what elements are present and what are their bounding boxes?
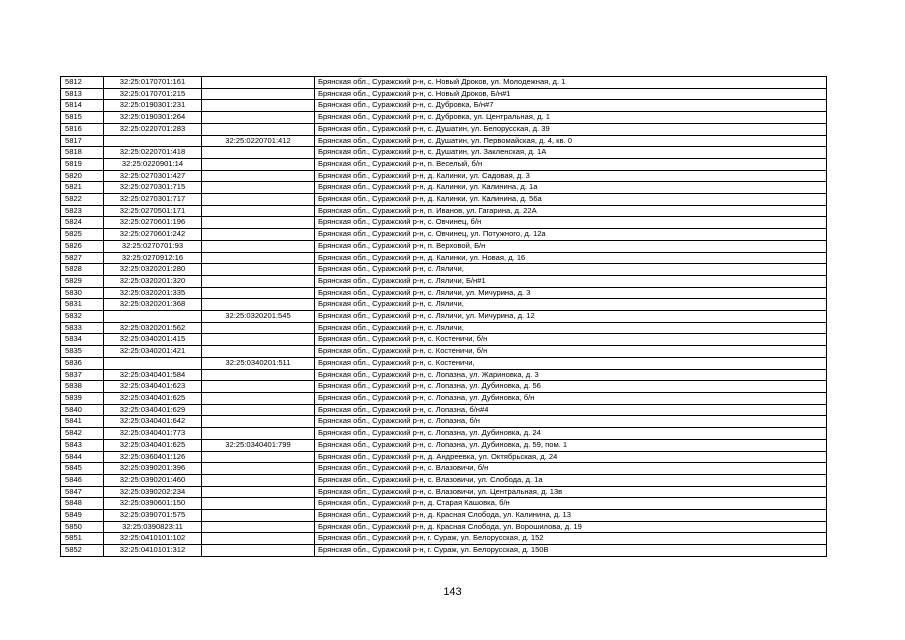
address-cell: Брянская обл., Суражский р-н, д. Калинки, ул. Садовая, д. 3 (315, 170, 827, 182)
cadastral-number-cell: 32:25:0340401:629 (104, 404, 202, 416)
cadastral-number-cell: 32:25:0190301:231 (104, 100, 202, 112)
cadastral-number-alt-cell (202, 252, 315, 264)
table-row (61, 369, 827, 381)
cadastral-number-alt-cell (202, 404, 315, 416)
cadastral-number-alt-cell (202, 147, 315, 159)
cadastral-number-cell: 32:25:0220701:283 (104, 123, 202, 135)
address-cell: Брянская обл., Суражский р-н, с. Овчинец, б/н (315, 217, 827, 229)
table-row (61, 416, 827, 428)
cadastral-number-cell: 32:25:0390601:150 (104, 498, 202, 510)
address-cell: Брянская обл., Суражский р-н, д. Старая Кашовка, б/н (315, 498, 827, 510)
cadastral-number-cell: 32:25:0340201:415 (104, 334, 202, 346)
row-number-cell: 5839 (61, 392, 104, 404)
row-number-cell: 5831 (61, 299, 104, 311)
address-cell: Брянская обл., Суражский р-н, п. Верховой, Б/н (315, 240, 827, 252)
table-row (61, 392, 827, 404)
table-row (61, 346, 827, 358)
cadastral-number-cell: 32:25:0340401:625 (104, 392, 202, 404)
cadastral-number-alt-cell (202, 100, 315, 112)
address-cell: Брянская обл., Суражский р-н, д. Калинки, ул. Калинина, д. 1а (315, 182, 827, 194)
address-cell: Брянская обл., Суражский р-н, г. Сураж, ул. Белорусская, д. 150В (315, 545, 827, 557)
table-row (61, 474, 827, 486)
cadastral-number-cell: 32:25:0340401:642 (104, 416, 202, 428)
cadastral-number-alt-cell (202, 158, 315, 170)
address-cell: Брянская обл., Суражский р-н, с. Ляличи, ул. Мичурина, д. 12 (315, 311, 827, 323)
row-number-cell: 5824 (61, 217, 104, 229)
table-row (61, 463, 827, 475)
row-number-cell: 5849 (61, 510, 104, 522)
cadastral-number-cell: 32:25:0270601:242 (104, 229, 202, 241)
row-number-cell: 5834 (61, 334, 104, 346)
cadastral-number-alt-cell (202, 334, 315, 346)
address-cell: Брянская обл., Суражский р-н, с. Ляличи, (315, 299, 827, 311)
cadastral-number-cell: 32:25:0320201:335 (104, 287, 202, 299)
table-row (61, 545, 827, 557)
cadastral-number-alt-cell: 32:25:0340401:799 (202, 439, 315, 451)
cadastral-number-alt-cell (202, 77, 315, 89)
row-number-cell: 5846 (61, 474, 104, 486)
address-cell: Брянская обл., Суражский р-н, д. Калинки, ул. Новая, д. 16 (315, 252, 827, 264)
row-number-cell: 5814 (61, 100, 104, 112)
cadastral-number-alt-cell (202, 88, 315, 100)
cadastral-number-cell: 32:25:0170701:215 (104, 88, 202, 100)
table-row (61, 205, 827, 217)
table-row (61, 112, 827, 124)
cadastral-number-cell: 32:25:0170701:161 (104, 77, 202, 89)
table-row (61, 299, 827, 311)
cadastral-number-cell: 32:25:0320201:368 (104, 299, 202, 311)
cadastral-number-cell: 32:25:0220701:418 (104, 147, 202, 159)
cadastral-number-cell: 32:25:0320201:562 (104, 322, 202, 334)
cadastral-number-cell: 32:25:0270601:196 (104, 217, 202, 229)
cadastral-number-cell: 32:25:0360401:126 (104, 451, 202, 463)
cadastral-number-cell: 32:25:0390201:460 (104, 474, 202, 486)
table-row (61, 311, 827, 323)
table-row (61, 357, 827, 369)
address-cell: Брянская обл., Суражский р-н, с. Костеничи, (315, 357, 827, 369)
cadastral-number-alt-cell (202, 545, 315, 557)
table-row (61, 334, 827, 346)
cadastral-number-alt-cell (202, 486, 315, 498)
cadastral-number-cell: 32:25:0270501:171 (104, 205, 202, 217)
cadastral-number-cell: 32:25:0270301:427 (104, 170, 202, 182)
address-cell: Брянская обл., Суражский р-н, с. Новый Дроков, Б/н#1 (315, 88, 827, 100)
table-row (61, 147, 827, 159)
address-cell: Брянская обл., Суражский р-н, с. Новый Дроков, ул. Молодежная, д. 1 (315, 77, 827, 89)
table-row (61, 510, 827, 522)
address-cell: Брянская обл., Суражский р-н, п. Веселый, б/н (315, 158, 827, 170)
table-row (61, 275, 827, 287)
cadastral-number-alt-cell: 32:25:0340201:511 (202, 357, 315, 369)
cadastral-number-cell: 32:25:0270301:717 (104, 194, 202, 206)
cadastral-number-cell: 32:25:0340401:584 (104, 369, 202, 381)
table-row (61, 88, 827, 100)
table-row (61, 229, 827, 241)
cadastral-number-cell (104, 135, 202, 147)
cadastral-number-cell: 32:25:0270301:715 (104, 182, 202, 194)
address-cell: Брянская обл., Суражский р-н, с. Ляличи, (315, 264, 827, 276)
cadastral-number-alt-cell (202, 392, 315, 404)
address-cell: Брянская обл., Суражский р-н, д. Андреевка, ул. Октябрьская, д. 24 (315, 451, 827, 463)
address-cell: Брянская обл., Суражский р-н, с. Влазовичи, ул. Центральная, д. 13в (315, 486, 827, 498)
table-row (61, 521, 827, 533)
cadastral-number-alt-cell (202, 240, 315, 252)
table-row (61, 428, 827, 440)
row-number-cell: 5818 (61, 147, 104, 159)
table-row (61, 264, 827, 276)
address-cell: Брянская обл., Суражский р-н, с. Лопазна, ул. Дубиновка, д. 24 (315, 428, 827, 440)
cadastral-number-cell: 32:25:0410101:312 (104, 545, 202, 557)
cadastral-number-alt-cell (202, 299, 315, 311)
address-cell: Брянская обл., Суражский р-н, г. Сураж, ул. Белорусская, д. 152 (315, 533, 827, 545)
row-number-cell: 5848 (61, 498, 104, 510)
row-number-cell: 5847 (61, 486, 104, 498)
cadastral-number-cell: 32:25:0190301:264 (104, 112, 202, 124)
property-register-table (60, 76, 827, 557)
cadastral-number-cell: 32:25:0390202:234 (104, 486, 202, 498)
row-number-cell: 5815 (61, 112, 104, 124)
row-number-cell: 5832 (61, 311, 104, 323)
address-cell: Брянская обл., Суражский р-н, с. Влазовичи, ул. Слобода, д. 1а (315, 474, 827, 486)
address-cell: Брянская обл., Суражский р-н, с. Душатин, ул. Первомайская, д. 4, кв. 0 (315, 135, 827, 147)
cadastral-number-alt-cell (202, 474, 315, 486)
table-row (61, 217, 827, 229)
table-row (61, 252, 827, 264)
address-cell: Брянская обл., Суражский р-н, с. Ляличи, Б/н#1 (315, 275, 827, 287)
row-number-cell: 5833 (61, 322, 104, 334)
table-row (61, 439, 827, 451)
row-number-cell: 5828 (61, 264, 104, 276)
row-number-cell: 5842 (61, 428, 104, 440)
cadastral-number-alt-cell (202, 428, 315, 440)
cadastral-number-alt-cell (202, 498, 315, 510)
address-cell: Брянская обл., Суражский р-н, с. Костеничи, б/н (315, 334, 827, 346)
table-row (61, 404, 827, 416)
row-number-cell: 5820 (61, 170, 104, 182)
address-cell: Брянская обл., Суражский р-н, с. Лопазна, б/н#4 (315, 404, 827, 416)
row-number-cell: 5850 (61, 521, 104, 533)
table-row (61, 135, 827, 147)
cadastral-number-cell: 32:25:0390701:575 (104, 510, 202, 522)
cadastral-number-alt-cell (202, 510, 315, 522)
table-row (61, 240, 827, 252)
cadastral-number-alt-cell (202, 451, 315, 463)
row-number-cell: 5813 (61, 88, 104, 100)
table-row (61, 77, 827, 89)
row-number-cell: 5843 (61, 439, 104, 451)
table-row (61, 486, 827, 498)
address-cell: Брянская обл., Суражский р-н, с. Ляличи, ул. Мичурина, д. 3 (315, 287, 827, 299)
row-number-cell: 5836 (61, 357, 104, 369)
address-cell: Брянская обл., Суражский р-н, с. Влазовичи, б/н (315, 463, 827, 475)
row-number-cell: 5822 (61, 194, 104, 206)
table-row (61, 123, 827, 135)
table-row (61, 182, 827, 194)
table-row (61, 194, 827, 206)
cadastral-number-cell: 32:25:0220901:14 (104, 158, 202, 170)
cadastral-number-alt-cell (202, 194, 315, 206)
row-number-cell: 5829 (61, 275, 104, 287)
cadastral-number-alt-cell: 32:25:0320201:545 (202, 311, 315, 323)
table-row (61, 451, 827, 463)
address-cell: Брянская обл., Суражский р-н, п. Иванов, ул. Гагарина, д. 22А (315, 205, 827, 217)
address-cell: Брянская обл., Суражский р-н, с. Лопазна, ул. Жариновка, д. 3 (315, 369, 827, 381)
row-number-cell: 5830 (61, 287, 104, 299)
table-row (61, 170, 827, 182)
cadastral-number-cell: 32:25:0270912:16 (104, 252, 202, 264)
cadastral-number-cell: 32:25:0340401:623 (104, 381, 202, 393)
row-number-cell: 5826 (61, 240, 104, 252)
address-cell: Брянская обл., Суражский р-н, с. Костеничи, б/н (315, 346, 827, 358)
table-row (61, 158, 827, 170)
cadastral-number-alt-cell (202, 264, 315, 276)
row-number-cell: 5838 (61, 381, 104, 393)
table-row (61, 533, 827, 545)
cadastral-number-alt-cell (202, 217, 315, 229)
address-cell: Брянская обл., Суражский р-н, с. Лопазна, ул. Дубиновка, д. 56 (315, 381, 827, 393)
row-number-cell: 5823 (61, 205, 104, 217)
address-cell: Брянская обл., Суражский р-н, с. Лопазна, ул. Дубиновка, б/н (315, 392, 827, 404)
row-number-cell: 5852 (61, 545, 104, 557)
cadastral-number-cell: 32:25:0320201:280 (104, 264, 202, 276)
row-number-cell: 5819 (61, 158, 104, 170)
row-number-cell: 5827 (61, 252, 104, 264)
address-cell: Брянская обл., Суражский р-н, д. Калинки, ул. Калинина, д. 56а (315, 194, 827, 206)
row-number-cell: 5835 (61, 346, 104, 358)
row-number-cell: 5825 (61, 229, 104, 241)
address-cell: Брянская обл., Суражский р-н, с. Ляличи, (315, 322, 827, 334)
address-cell: Брянская обл., Суражский р-н, с. Лопазна, б/н (315, 416, 827, 428)
cadastral-number-alt-cell (202, 322, 315, 334)
cadastral-number-alt-cell (202, 346, 315, 358)
cadastral-number-alt-cell (202, 229, 315, 241)
row-number-cell: 5837 (61, 369, 104, 381)
table-row (61, 322, 827, 334)
row-number-cell: 5845 (61, 463, 104, 475)
row-number-cell: 5821 (61, 182, 104, 194)
cadastral-number-alt-cell (202, 112, 315, 124)
cadastral-number-cell: 32:25:0340201:421 (104, 346, 202, 358)
row-number-cell: 5851 (61, 533, 104, 545)
cadastral-number-cell: 32:25:0390201:396 (104, 463, 202, 475)
cadastral-number-cell: 32:25:0320201:320 (104, 275, 202, 287)
table-row (61, 100, 827, 112)
row-number-cell: 5840 (61, 404, 104, 416)
row-number-cell: 5816 (61, 123, 104, 135)
cadastral-number-cell: 32:25:0340401:625 (104, 439, 202, 451)
table-row (61, 498, 827, 510)
cadastral-number-alt-cell (202, 287, 315, 299)
row-number-cell: 5817 (61, 135, 104, 147)
cadastral-number-alt-cell: 32:25:0220701:412 (202, 135, 315, 147)
table-row (61, 287, 827, 299)
cadastral-number-alt-cell (202, 463, 315, 475)
cadastral-number-alt-cell (202, 416, 315, 428)
cadastral-number-alt-cell (202, 205, 315, 217)
page-number: 143 (443, 586, 462, 598)
cadastral-number-cell: 32:25:0390823:11 (104, 521, 202, 533)
cadastral-number-alt-cell (202, 521, 315, 533)
row-number-cell: 5844 (61, 451, 104, 463)
cadastral-number-alt-cell (202, 170, 315, 182)
cadastral-number-alt-cell (202, 369, 315, 381)
address-cell: Брянская обл., Суражский р-н, с. Дубровка, ул. Центральная, д. 1 (315, 112, 827, 124)
cadastral-number-alt-cell (202, 182, 315, 194)
cadastral-number-alt-cell (202, 533, 315, 545)
cadastral-number-cell (104, 357, 202, 369)
address-cell: Брянская обл., Суражский р-н, с. Лопазна, ул. Дубиновка, д. 59, пом. 1 (315, 439, 827, 451)
row-number-cell: 5841 (61, 416, 104, 428)
address-cell: Брянская обл., Суражский р-н, с. Овчинец, ул. Потужного, д. 12а (315, 229, 827, 241)
row-number-cell: 5812 (61, 77, 104, 89)
cadastral-number-cell: 32:25:0340401:773 (104, 428, 202, 440)
cadastral-number-cell (104, 311, 202, 323)
cadastral-number-cell: 32:25:0270701:93 (104, 240, 202, 252)
address-cell: Брянская обл., Суражский р-н, с. Душатин, ул. Белорусская, д. 39 (315, 123, 827, 135)
cadastral-number-alt-cell (202, 381, 315, 393)
address-cell: Брянская обл., Суражский р-н, с. Дубровка, Б/н#7 (315, 100, 827, 112)
address-cell: Брянская обл., Суражский р-н, д. Красная Слобода, ул. Калинина, д. 13 (315, 510, 827, 522)
cadastral-number-cell: 32:25:0410101:102 (104, 533, 202, 545)
table-body (61, 77, 827, 557)
address-cell: Брянская обл., Суражский р-н, д. Красная Слобода, ул. Ворошилова, д. 19 (315, 521, 827, 533)
address-cell: Брянская обл., Суражский р-н, с. Душатин, ул. Закленская, д. 1А (315, 147, 827, 159)
cadastral-number-alt-cell (202, 123, 315, 135)
cadastral-number-alt-cell (202, 275, 315, 287)
table-row (61, 381, 827, 393)
